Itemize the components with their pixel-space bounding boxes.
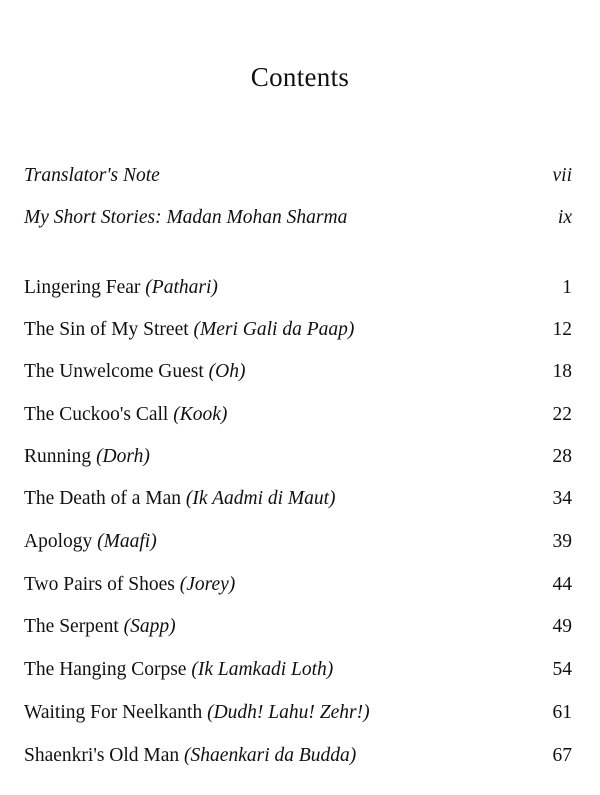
entry-page: 34 [552,488,572,509]
entry-original-title: (Ik Lamkadi Loth) [191,659,334,680]
entry-page: 28 [552,446,572,467]
toc-entry[interactable] [24,701,572,725]
entry-title: The Cuckoo's Call [24,404,169,425]
toc-entry[interactable] [24,318,572,342]
toc-entry[interactable] [24,744,572,768]
entry-page: 18 [552,361,572,382]
toc-entry[interactable] [24,403,572,427]
entry-page: 67 [552,745,572,766]
entry-original-title: (Dudh! Lahu! Zehr!) [207,702,370,723]
entry-title: Apology [24,531,93,552]
toc-entry[interactable] [24,530,572,554]
entry-title: The Sin of My Street [24,319,189,340]
entry-original-title: (Maafi) [97,531,157,552]
entry-original-title: (Kook) [173,404,228,425]
toc-entry[interactable] [24,360,572,384]
toc-entry[interactable] [24,206,572,230]
entry-original-title: (Shaenkari da Budda) [184,745,357,766]
entry-title: Running [24,446,92,467]
entry-title: My Short Stories: Madan Mohan Sharma [24,207,348,228]
entry-original-title: (Jorey) [179,574,236,595]
entry-title: Translator's Note [24,165,160,186]
entry-original-title: (Dorh) [96,446,150,467]
entry-original-title: (Pathari) [145,277,218,298]
entry-title: The Unwelcome Guest [24,361,204,382]
entry-title: Shaenkri's Old Man [24,745,180,766]
toc-entry[interactable] [24,658,572,682]
entry-page: 61 [552,702,572,723]
entry-page: vii [552,165,572,186]
entry-page: 49 [552,616,572,637]
entry-title: Waiting For Neelkanth [24,702,203,723]
entry-page: 44 [552,574,572,595]
entry-page: 12 [552,319,572,340]
entry-page: 22 [552,404,572,425]
entry-title: The Hanging Corpse [24,659,187,680]
entry-original-title: (Sapp) [123,616,176,637]
entry-title: Lingering Fear [24,277,141,298]
page-title: Contents [250,62,350,92]
toc-entry[interactable] [24,164,572,188]
toc-entry[interactable] [24,615,572,639]
toc-entry[interactable] [24,573,572,597]
entry-original-title: (Ik Aadmi di Maut) [185,488,336,509]
entry-page: 1 [562,277,572,298]
entry-page: ix [557,207,572,228]
entry-original-title: (Meri Gali da Paap) [193,319,355,340]
entry-title: The Death of a Man [24,488,182,509]
entry-title: Two Pairs of Shoes [24,574,175,595]
toc-entry[interactable] [24,445,572,469]
entry-page: 39 [552,531,572,552]
toc-entry[interactable] [24,487,572,511]
toc-entry[interactable] [24,276,572,300]
entry-page: 54 [552,659,572,680]
entry-original-title: (Oh) [208,361,246,382]
entry-title: The Serpent [24,616,119,637]
